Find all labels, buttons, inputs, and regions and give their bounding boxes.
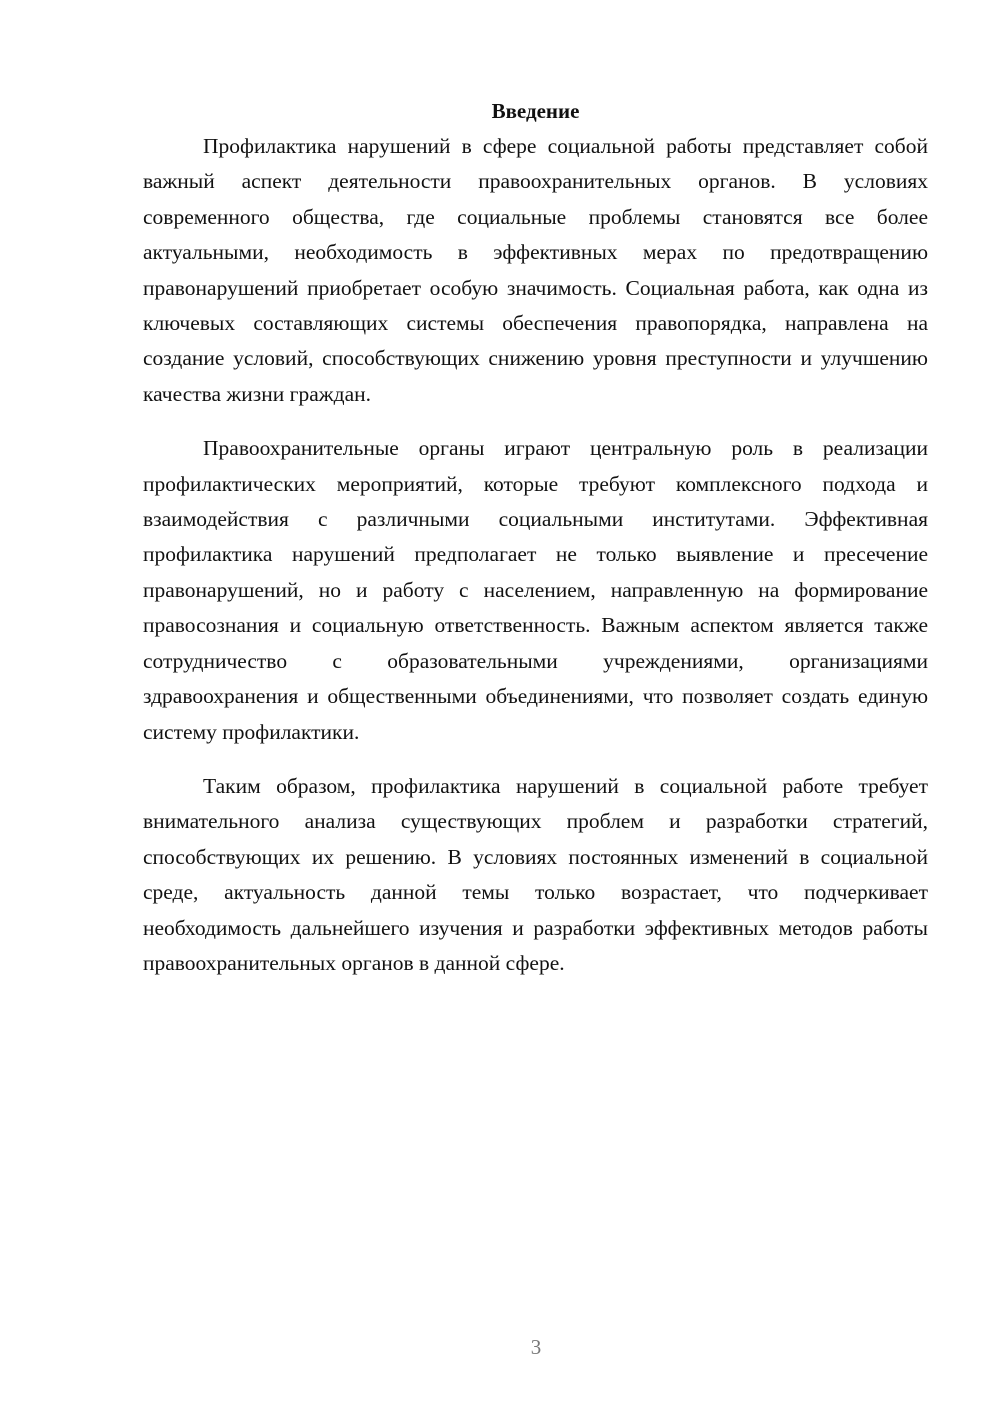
paragraph-3: Таким образом, профилактика нарушений в социальной работе требует внимательного анализа существующих проблем и разработки стратегий, способствующих их решению. В условиях постоянных изменений в социальной среде, актуальность данной темы только возрастает, что подчеркивает необходимость дальнейшего изучения и разработки эффективных методов работы правоохранительных органов в данной сфере.: [143, 773, 928, 975]
paragraph-1: Профилактика нарушений в сфере социальной работы представляет собой важный аспект деятельности правоохранительных органов. В условиях современного общества, где социальные проблемы становятся все более актуальными, необходимость в эффективных мерах по предотвращению правонарушений приобретает особую значимость. Социальная работа, как одна из ключевых составляющих системы обеспечения правопорядка, направлена на создание условий, способствующих снижению уровня преступности и улучшению качества жизни граждан.: [143, 134, 928, 406]
page-number: 3: [530, 1335, 542, 1359]
paragraph-2: Правоохранительные органы играют центральную роль в реализации профилактических мероприятий, которые требуют комплексного подхода и взаимодействия с различными социальными институтами. Эффективная профилактика нарушений предполагает не только выявление и пресечение правонарушений, но и работу с населением, направленную на формирование правосознания и социальную ответственность. Важным аспектом является также сотрудничество с образовательными учреждениями, организациями здравоохранения и общественными объединениями, что позволяет создать единую систему профилактики.: [143, 436, 928, 744]
page-content: [143, 94, 928, 1000]
section-title: Введение: [491, 99, 580, 123]
